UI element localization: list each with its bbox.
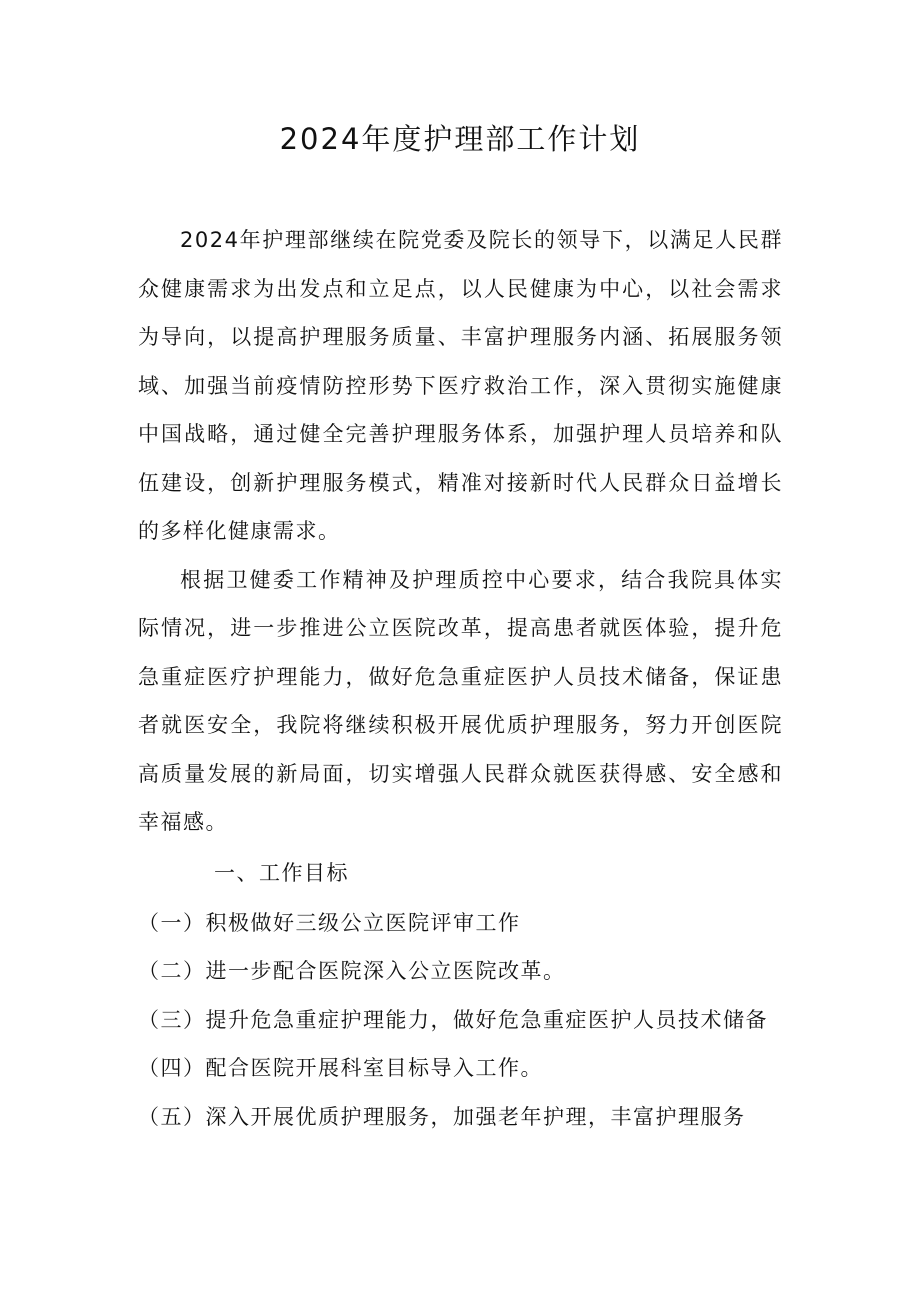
section-heading-goals: 一、工作目标: [214, 860, 349, 885]
document-title: 2024年度护理部工作计划: [279, 122, 641, 156]
intro-paragraph: 2024年护理部继续在院党委及院长的领导下，以满足人民群众健康需求为出发点和立足点，以人民健康为中心，以社会需求为导向，以提高护理服务质量、丰富护理服务内涵、拓展服务领域、加强当前疫情防控形势下医疗救治工作，深入贯彻实施健康中国战略，通过健全完善护理服务体系，加强护理人员培养和队伍建设，创新护理服务模式，精准对接新时代人民群众日益增长的多样化健康需求。: [138, 228, 783, 543]
goal-item-5: （五）深入开展优质护理服务，加强老年护理，丰富护理服务: [138, 1104, 746, 1129]
goal-item-2: （二）进一步配合医院深入公立医院改革。: [138, 959, 566, 983]
goals-list: [138, 899, 783, 1142]
document-body: [138, 216, 783, 1141]
goal-item-3: （三）提升危急重症护理能力，做好危急重症医护人员技术储备: [138, 1007, 768, 1032]
goal-item-4: （四）配合医院开展科室目标导入工作。: [138, 1056, 543, 1080]
context-paragraph: 根据卫健委工作精神及护理质控中心要求，结合我院具体实际情况，进一步推进公立医院改革，提高患者就医体验，提升危急重症医疗护理能力，做好危急重症医护人员技术储备，保证患者就医安全，我院将继续积极开展优质护理服务，努力开创医院高质量发展的新局面，切实增强人民群众就医获得感、安全感和幸福感。: [138, 567, 783, 834]
goal-item-1: （一）积极做好三级公立医院评审工作: [138, 910, 521, 935]
